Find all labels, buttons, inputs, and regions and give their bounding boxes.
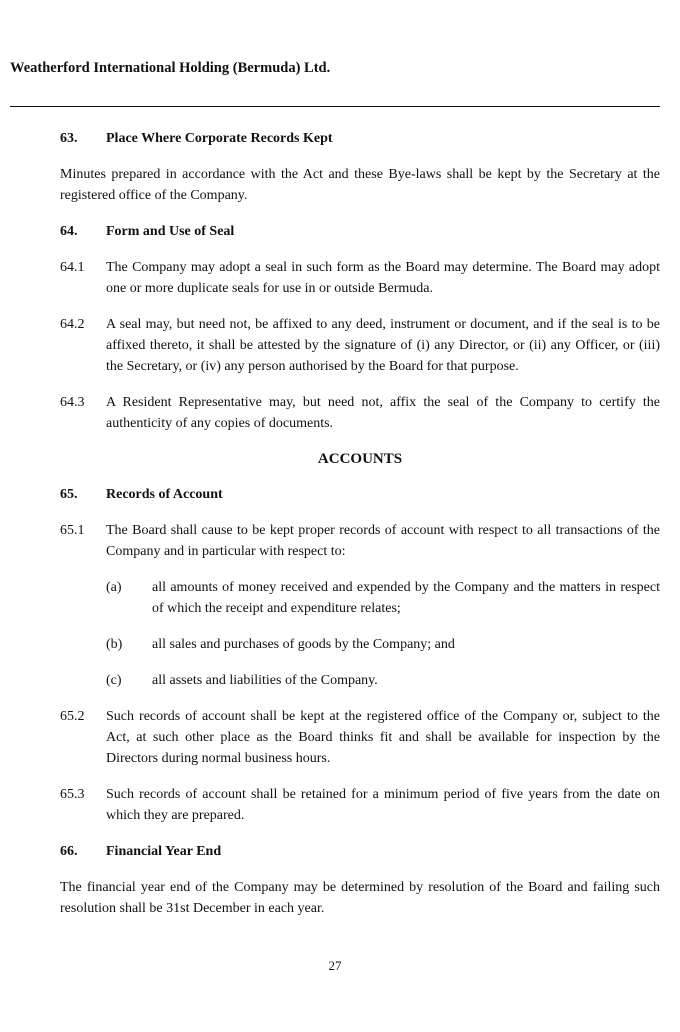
subclause-label: (c) [106,673,122,688]
section-number: 63. [60,131,78,146]
section-title: Form and Use of Seal [106,224,235,239]
subclause-text: all sales and purchases of goods by the Company; and [152,637,455,652]
section-66-heading [60,841,660,862]
clause-text: A Resident Representative may, but need not, affix the seal of the Company to certify the authenticity of any copies of documents. [106,395,660,431]
section-64-heading [60,221,660,242]
clause-65-3 [60,784,660,826]
header-rule [10,106,660,107]
document-body [60,128,660,934]
subclause-a [106,577,660,619]
subclause-label: (b) [106,637,123,652]
clause-number: 64.2 [60,317,85,332]
section-title: Financial Year End [106,844,222,859]
section-title: Records of Account [106,487,223,502]
subclause-b [106,634,660,655]
subclause-text: all assets and liabilities of the Company. [152,673,378,688]
clause-64-3 [60,392,660,434]
clause-number: 65.2 [60,709,85,724]
clause-number: 65.3 [60,787,85,802]
company-header: Weatherford International Holding (Bermuda) Ltd. [10,60,331,76]
accounts-heading: ACCOUNTS [317,451,403,467]
page-number: 27 [328,958,342,973]
section-66-text: The financial year end of the Company may be determined by resolution of the Board and failing such resolution shall be 31st December in each year. [60,880,660,916]
section-63-text: Minutes prepared in accordance with the Act and these Bye-laws shall be kept by the Secretary at the registered office of the Company. [60,167,660,203]
subclause-text: all amounts of money received and expended by the Company and the matters in respect of which the receipt and expenditure relates; [152,580,660,616]
clause-text: A seal may, but need not, be affixed to any deed, instrument or document, and if the seal is to be affixed thereto, it shall be attested by the signature of (i) any Director, or (ii) any Officer, or (iii) the Secretary, or (iv) any person authorised by the Board for that purpose. [106,317,660,374]
section-63-heading [60,128,660,149]
clause-text: Such records of account shall be kept at the registered office of the Company or, subject to the Act, at such other place as the Board thinks fit and shall be available for inspection by the Directors during normal business hours. [106,709,660,766]
section-number: 65. [60,487,78,502]
clause-text: The Company may adopt a seal in such form as the Board may determine. The Board may adopt one or more duplicate seals for use in or outside Bermuda. [106,260,660,296]
clause-text: Such records of account shall be retained for a minimum period of five years from the date on which they are prepared. [106,787,660,823]
clause-64-1 [60,257,660,299]
subclause-label: (a) [106,580,122,595]
clause-64-2 [60,314,660,377]
clause-text: The Board shall cause to be kept proper records of account with respect to all transactions of the Company and in particular with respect to: [106,523,660,559]
subclause-c [106,670,660,691]
section-title: Place Where Corporate Records Kept [106,131,333,146]
clause-number: 64.3 [60,395,85,410]
clause-number: 65.1 [60,523,85,538]
clause-65-2 [60,706,660,769]
clause-number: 64.1 [60,260,85,275]
section-65-heading [60,484,660,505]
clause-65-1 [60,520,660,562]
section-number: 66. [60,844,78,859]
section-number: 64. [60,224,78,239]
